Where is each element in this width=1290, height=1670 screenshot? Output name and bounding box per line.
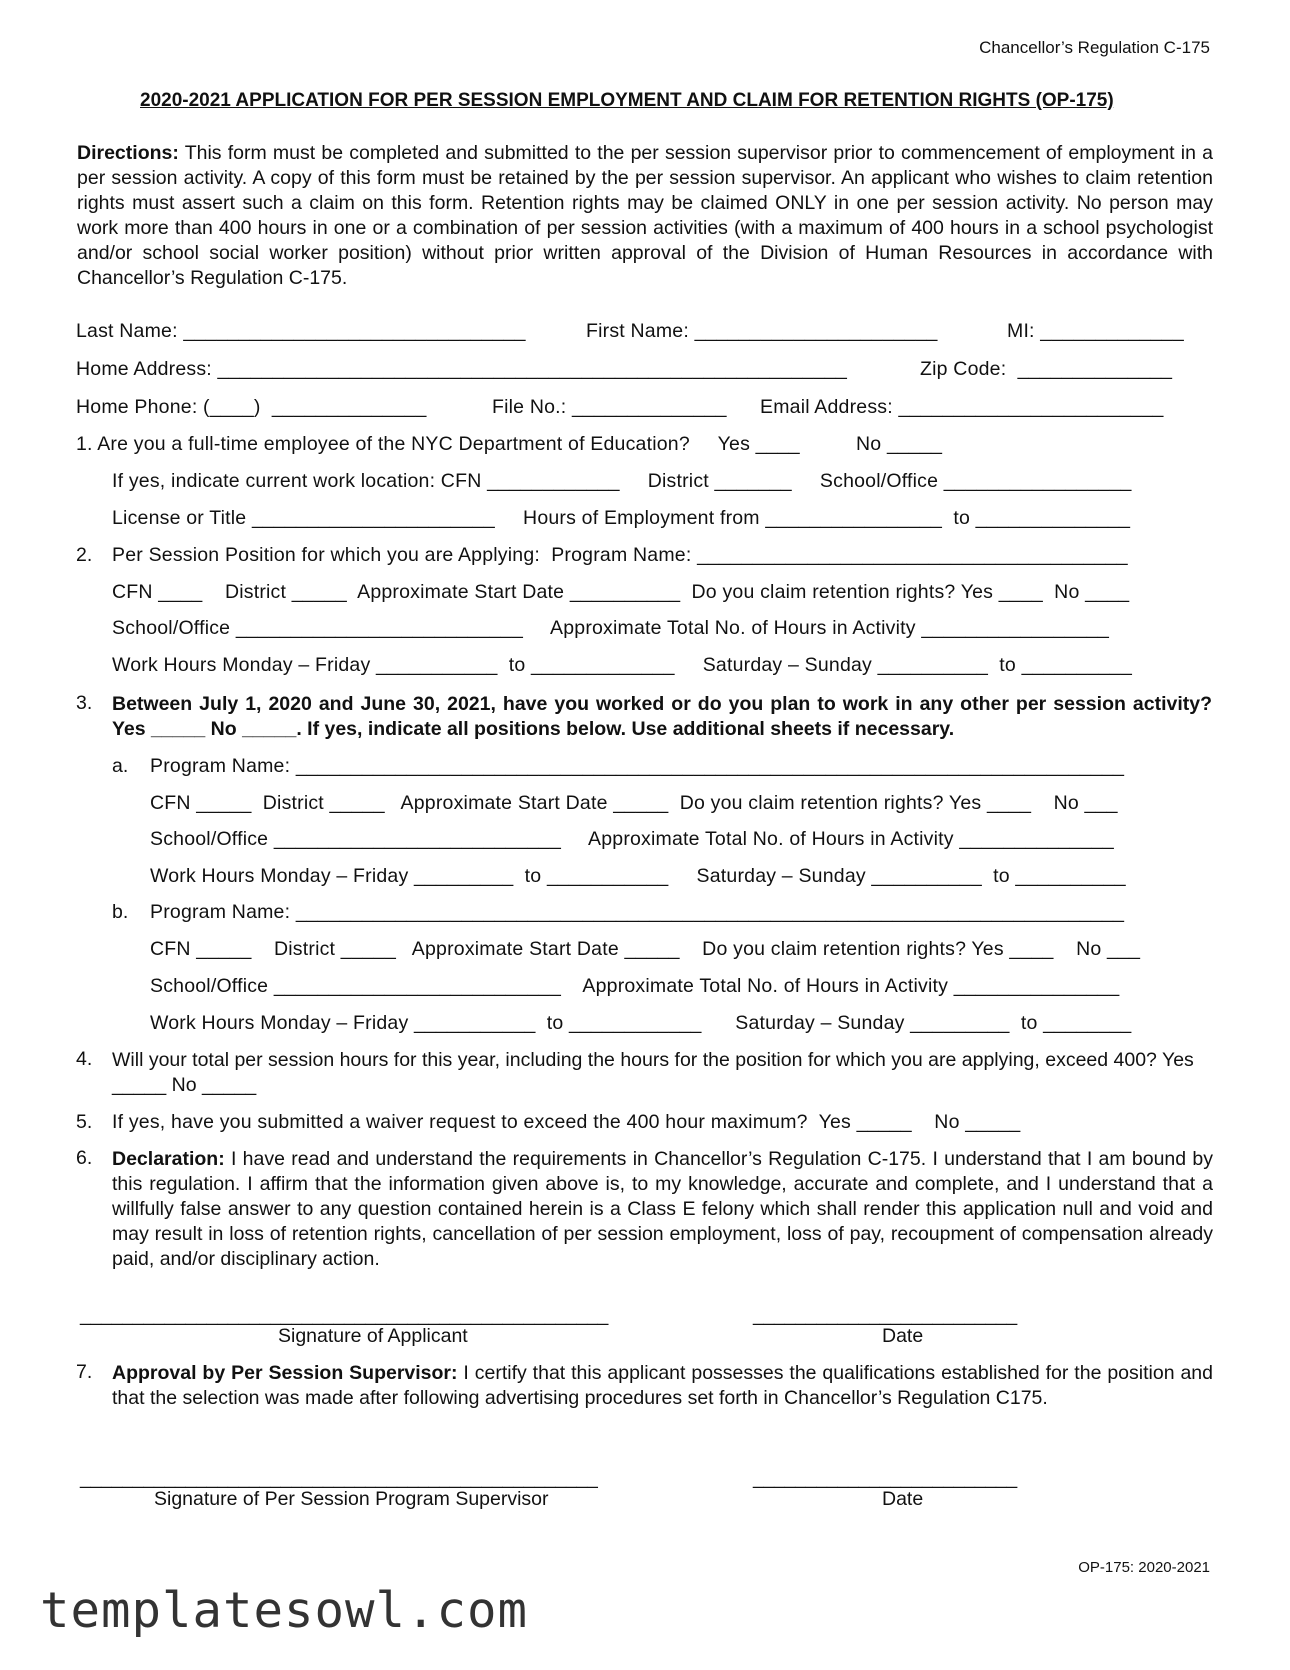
q3b-hours-row[interactable]: Work Hours Monday – Friday ___________ to ____________ Saturday – Sunday _________ to ________ — [150, 1012, 1132, 1034]
q3a-hours-row[interactable]: Work Hours Monday – Friday _________ to ___________ Saturday – Sunday __________ to __________ — [150, 865, 1126, 887]
q1-license-hours[interactable]: License or Title ______________________ Hours of Employment from ________________ to ______________ — [112, 507, 1131, 529]
q2-cfn-row[interactable]: CFN ____ District _____ Approximate Start Date __________ Do you claim retention rights? Yes ____ No ____ — [112, 581, 1130, 603]
supervisor-date-line[interactable]: _________________________ — [753, 1468, 1018, 1489]
directions-text: This form must be completed and submitted to the per session supervisor prior to commencement of employment in a per session activity. A copy of this form must be retained by the per session supervisor. An applicant who wishes to claim retention rights must assert such a claim on this form. Retention rights may be claimed ONLY in one per session activity. No person may work more than 400 hours in one or a combination of per session activities (with a maximum of 400 hours in a school psychologist and/or school social worker position) without prior written approval of the Division of Human Resources in accordance with Chancellor’s Regulation C-175. — [77, 142, 1213, 289]
q2-school-row[interactable]: School/Office __________________________ Approximate Total No. of Hours in Activity _________________ — [112, 617, 1110, 639]
applicant-signature-label: Signature of Applicant — [278, 1325, 468, 1347]
q4-number: 4. — [76, 1048, 93, 1070]
q3a-program-name[interactable]: Program Name: ___________________________________________________________________________ — [150, 755, 1125, 777]
applicant-signature-line[interactable]: __________________________________________________ — [80, 1305, 609, 1326]
q2-hours-row[interactable]: Work Hours Monday – Friday ___________ to _____________ Saturday – Sunday __________ to __________ — [112, 654, 1133, 676]
declaration-label: Declaration: — [112, 1148, 225, 1170]
form-title: 2020-2021 APPLICATION FOR PER SESSION EMPLOYMENT AND CLAIM FOR RETENTION RIGHTS (OP-175) — [140, 90, 1114, 111]
approval-paragraph — [112, 1361, 1213, 1411]
approval-text: I certify that this applicant possesses the qualifications established for the position and that the selection was made after following advertising procedures set forth in Chancellor’s Regulation C175. — [112, 1362, 1213, 1409]
q3b-school-row[interactable]: School/Office __________________________ Approximate Total No. of Hours in Activity _______________ — [150, 975, 1120, 997]
supervisor-date-label: Date — [882, 1488, 924, 1510]
home-phone-field[interactable]: Home Phone: (____) ______________ — [76, 396, 427, 418]
last-name-field[interactable]: Last Name: _______________________________ — [76, 320, 526, 342]
approval-label: Approval by Per Session Supervisor: — [112, 1362, 458, 1384]
file-no-field[interactable]: File No.: ______________ — [492, 396, 727, 418]
directions-paragraph — [77, 141, 1213, 291]
q2-number: 2. — [76, 544, 93, 566]
q3-question[interactable]: Between July 1, 2020 and June 30, 2021, have you worked or do you plan to work in any other per session activity? Yes _____ No _____. If yes, indicate all positions below. Use additional sheets if necessary. — [112, 693, 1212, 740]
q5-question[interactable]: If yes, have you submitted a waiver request to exceed the 400 hour maximum? Yes _____ No _____ — [112, 1111, 1021, 1133]
q1-fulltime-question[interactable]: 1. Are you a full-time employee of the NYC Department of Education? Yes ____ No _____ — [76, 433, 943, 455]
regulation-reference: Chancellor’s Regulation C-175 — [979, 38, 1210, 57]
form-code-footer: OP-175: 2020-2021 — [1078, 1559, 1210, 1576]
q7-number: 7. — [76, 1361, 93, 1383]
q3b-letter: b. — [112, 901, 129, 923]
q1-work-location[interactable]: If yes, indicate current work location: CFN ____________ District _______ School/Office _________________ — [112, 470, 1132, 492]
watermark: templatesowl.com — [40, 1582, 529, 1639]
supervisor-signature-label: Signature of Per Session Program Supervisor — [154, 1488, 549, 1510]
declaration-text: I have read and understand the requirements in Chancellor’s Regulation C-175. I understand that I am bound by this regulation. I affirm that the information given above is, to my knowledge, accurate and complete, and I understand that a willfully false answer to any question contained herein is a Class E felony which shall render this application null and void and may result in loss of retention rights, cancellation of per session employment, loss of pay, recoupment of compensation already paid, and/or disciplinary action. — [112, 1148, 1213, 1270]
q6-number: 6. — [76, 1147, 93, 1169]
q3b-program-name[interactable]: Program Name: ___________________________________________________________________________ — [150, 901, 1125, 923]
q3a-cfn-row[interactable]: CFN _____ District _____ Approximate Start Date _____ Do you claim retention rights? Yes ____ No ___ — [150, 792, 1118, 814]
q3b-cfn-row[interactable]: CFN _____ District _____ Approximate Start Date _____ Do you claim retention rights? Yes ____ No ___ — [150, 938, 1141, 960]
q3a-school-row[interactable]: School/Office __________________________ Approximate Total No. of Hours in Activity ______________ — [150, 828, 1114, 850]
applicant-date-label: Date — [882, 1325, 924, 1347]
q3a-letter: a. — [112, 755, 129, 777]
zip-code-field[interactable]: Zip Code: ______________ — [920, 358, 1173, 380]
email-field[interactable]: Email Address: ________________________ — [760, 396, 1164, 418]
middle-initial-field[interactable]: MI: _____________ — [1007, 320, 1184, 342]
q4-question[interactable]: Will your total per session hours for this year, including the hours for the position for which you are applying, exceed 400? Yes _____ No _____ — [112, 1049, 1194, 1096]
supervisor-signature-line[interactable]: _________________________________________________ — [80, 1468, 598, 1489]
declaration-paragraph — [112, 1147, 1213, 1272]
q5-number: 5. — [76, 1111, 93, 1133]
q3-number: 3. — [76, 692, 93, 714]
applicant-date-line[interactable]: _________________________ — [753, 1305, 1018, 1326]
directions-label: Directions: — [77, 142, 179, 164]
home-address-field[interactable]: Home Address: _________________________________________________________ — [76, 358, 848, 380]
first-name-field[interactable]: First Name: ______________________ — [586, 320, 938, 342]
q2-program-name[interactable]: Per Session Position for which you are Applying: Program Name: _______________________________________ — [112, 544, 1128, 566]
